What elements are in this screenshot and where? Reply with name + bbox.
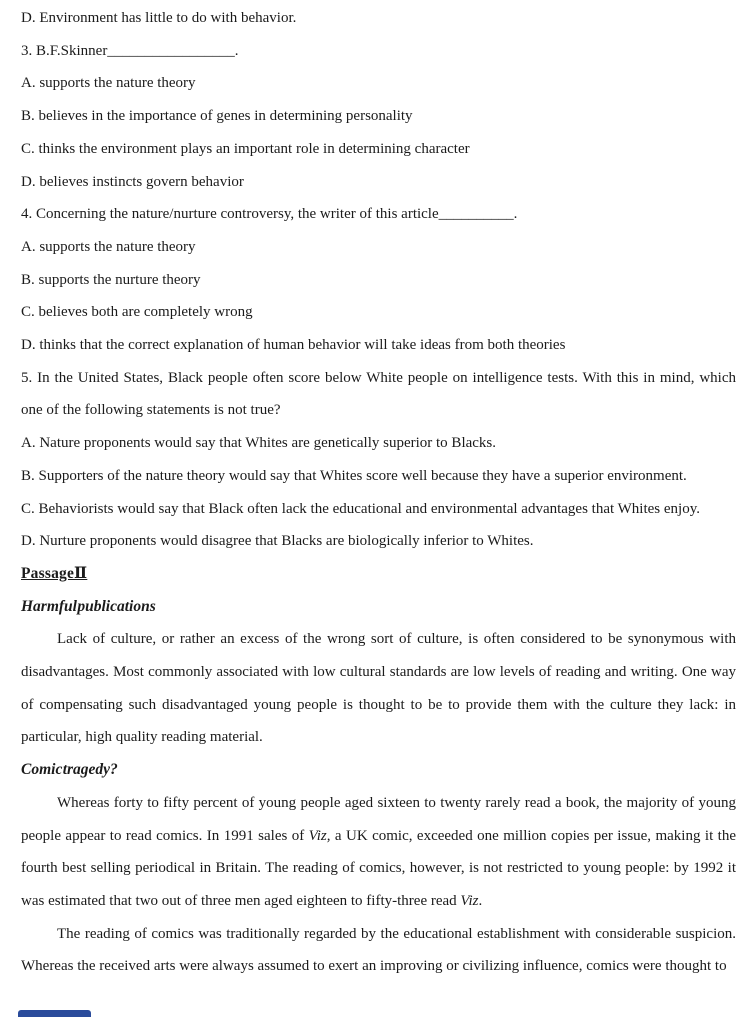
question4-option-d: D. thinks that the correct explanation of human behavior will take ideas from both theories [21,337,566,354]
question5-option-a: A. Nature proponents would say that Whites are genetically superior to Blacks. [21,435,497,452]
viz-magazine-name: Viz, [308,827,331,844]
question3-option-d: D. believes instincts govern behavior [21,173,244,190]
question4-option-a: A. supports the nature theory [21,238,196,255]
question3-option-a: A. supports the nature theory [21,75,196,92]
document-content [21,2,736,983]
partial-blue-bar [18,1010,91,1017]
question4-option-b: B. supports the nurture theory [21,271,201,288]
passage2-section2-title: Comic tragedy? [21,761,118,779]
passage2-section1-title: Harmful publications [21,597,156,615]
passage2-paragraph2 [21,787,736,918]
question5-option-d: D. Nurture proponents would disagree that Blacks are biologically inferior to Whites. [21,533,534,550]
question5-option-c: C. Behaviorists would say that Black often lack the educational and environmental advantages that Whites enjoy. [21,500,700,517]
question5-option-b: B. Supporters of the nature theory would say that Whites score well because they have a superior environment. [21,467,687,484]
question2-option-d: D. Environment has little to do with behavior. [21,10,297,26]
passage2-heading [21,558,736,591]
question3-option-b: B. believes in the importance of genes in determining personality [21,108,413,125]
passage2-paragraph3: The reading of comics was traditionally regarded by the educational establishment with considerable suspicion. Whereas the received arts were always assumed to exert an improving or civilizing influence, comics were thought to [21,925,736,975]
paragraph2-text-1: Whereas forty to fifty percent of young people aged sixteen to twenty rarely read a book, the majority of young people appear to read comics. In 1991 sales of [21,794,736,844]
paragraph2-text-2: a UK comic, exceeded one million copies per issue, making it the fourth best selling periodical in Britain. The reading of comics, however, is not restricted to young people: by 1992 it was estimated that two out of three men aged eighteen to fifty-three read [21,827,736,909]
question3-stem: 3. B.F.Skinner_________________. [21,42,239,59]
paragraph2-text-3: . [478,892,483,909]
question3-option-c: C. thinks the environment plays an important role in determining character [21,140,470,157]
passage2-paragraph1: Lack of culture, or rather an excess of the wrong sort of culture, is often considered to be synonymous with disadvantages. Most commonly associated with low cultural standards are low levels of reading and writing. One way of compensating such disadvantaged young people is thought to be to provide them with the culture they lack: in particular, high quality reading material. [21,631,736,746]
question5-stem: 5. In the United States, Black people often score below White people on intelligence tests. With this in mind, which one of the following statements is not true? [21,369,736,419]
question4-option-c: C. believes both are completely wrong [21,304,253,321]
viz-magazine-name: Viz [460,892,479,909]
passage2-heading-text: PassageⅡ [21,564,88,582]
question4-stem: 4. Concerning the nature/nurture controversy, the writer of this article__________. [21,206,518,223]
